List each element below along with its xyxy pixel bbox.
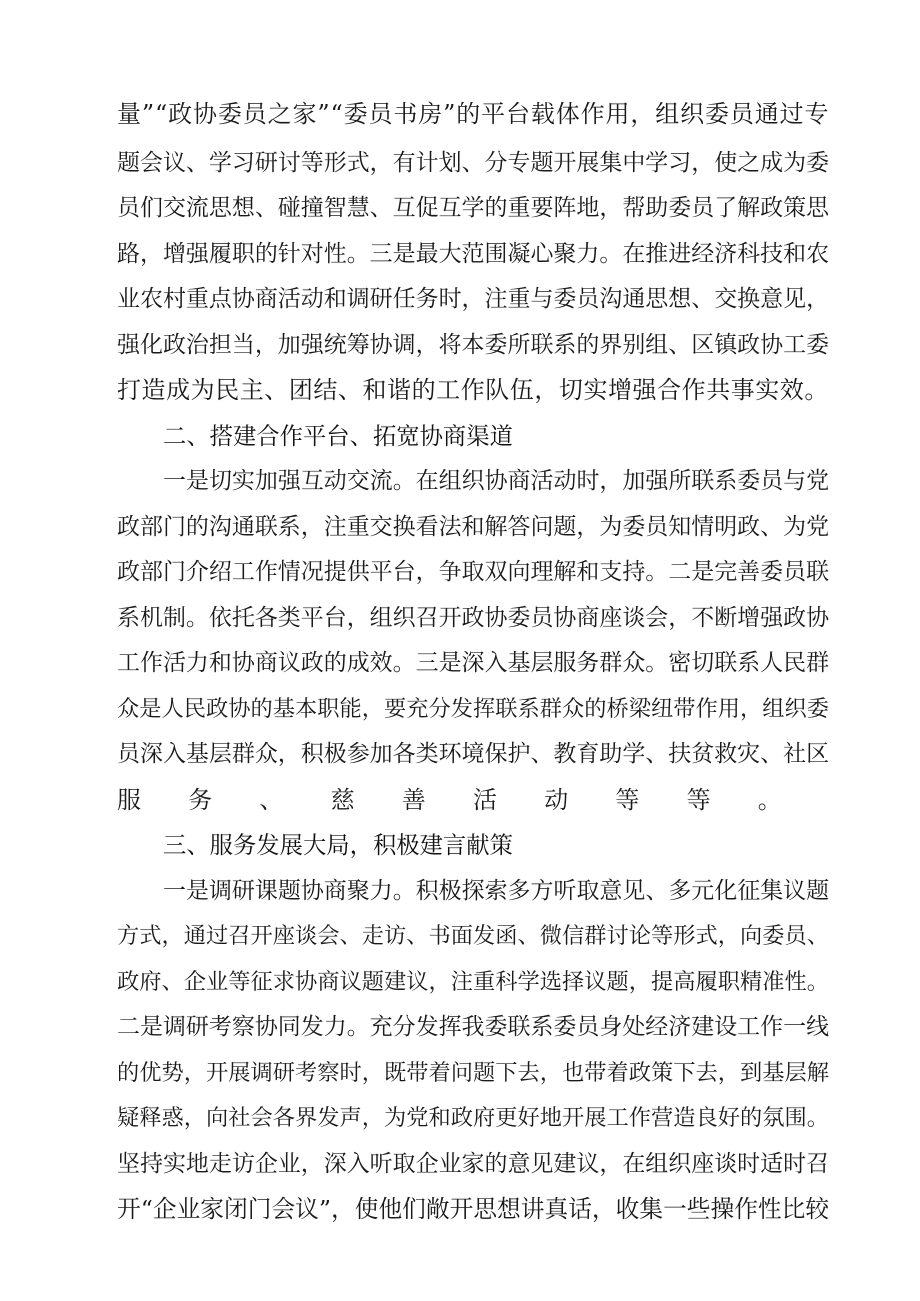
body-line: 强化政治担当，加强统筹协调，将本委所联系的界别组、区镇政协工委	[117, 332, 830, 358]
body-line: 一是切实加强互动交流。在组织协商活动时，加强所联系委员与党	[163, 468, 830, 494]
body-line: 打造成为民主、团结、和谐的工作队伍，切实增强合作共事实效。	[117, 376, 829, 404]
body-line: 政部门的沟通联系，注重交换看法和解答问题，为委员知情明政、为党	[117, 514, 830, 540]
body-line: 员们交流思想、碰撞智慧、互促互学的重要阵地，帮助委员了解政策思	[117, 195, 830, 221]
body-line: 路，增强履职的针对性。三是最大范围凝心聚力。在推进经济科技和农	[117, 241, 830, 267]
body-line: 政部门介绍工作情况提供平台，争取双向理解和支持。二是完善委员联	[117, 559, 830, 585]
section-heading-2: 二、搭建合作平台、拓宽协商渠道	[163, 422, 513, 450]
body-line: 题会议、学习研讨等形式，有计划、分专题开展集中学习，使之成为委	[117, 150, 830, 176]
body-line: 开“企业家闭门会议”，使他们敞开思想讲真话，收集一些操作性比较	[117, 1195, 830, 1223]
body-line: 政府、企业等征求协商议题建议，注重科学选择议题，提高履职精准性。	[117, 969, 829, 995]
body-line: 系机制。依托各类平台，组织召开政协委员协商座谈会，不断增强政协	[117, 605, 830, 631]
body-line: 员深入基层群众，积极参加各类环境保护、教育助学、扶贫救灾、社区	[117, 741, 830, 767]
body-line: 疑释惑，向社会各界发声，为党和政府更好地开展工作营造良好的氛围。	[117, 1105, 829, 1131]
body-line: 工作活力和协商议政的成效。三是深入基层服务群众。密切联系人民群	[117, 650, 830, 676]
section-heading-3: 三、服务发展大局，积极建言献策	[163, 831, 513, 859]
body-line: 量”“政协委员之家”“委员书房”的平台载体作用，组织委员通过专	[117, 100, 830, 128]
body-line: 方式，通过召开座谈会、走访、书面发函、微信群讨论等形式，向委员、	[117, 923, 829, 949]
body-line: 一是调研课题协商聚力。积极探索多方听取意见、多元化征集议题	[163, 878, 830, 904]
body-line: 二是调研考察协同发力。充分发挥我委联系委员身处经济建设工作一线	[117, 1014, 830, 1040]
body-line: 众是人民政协的基本职能，要充分发挥联系群众的桥梁纽带作用，组织委	[117, 696, 829, 722]
body-line: 的优势，开展调研考察时，既带着问题下去，也带着政策下去，到基层解	[117, 1060, 829, 1086]
body-line: 坚持实地走访企业，深入听取企业家的意见建议，在组织座谈时适时召	[117, 1151, 830, 1177]
body-line: 服务、慈善活动等等。	[117, 786, 829, 814]
body-line: 业农村重点协商活动和调研任务时，注重与委员沟通思想、交换意见，	[117, 286, 830, 312]
